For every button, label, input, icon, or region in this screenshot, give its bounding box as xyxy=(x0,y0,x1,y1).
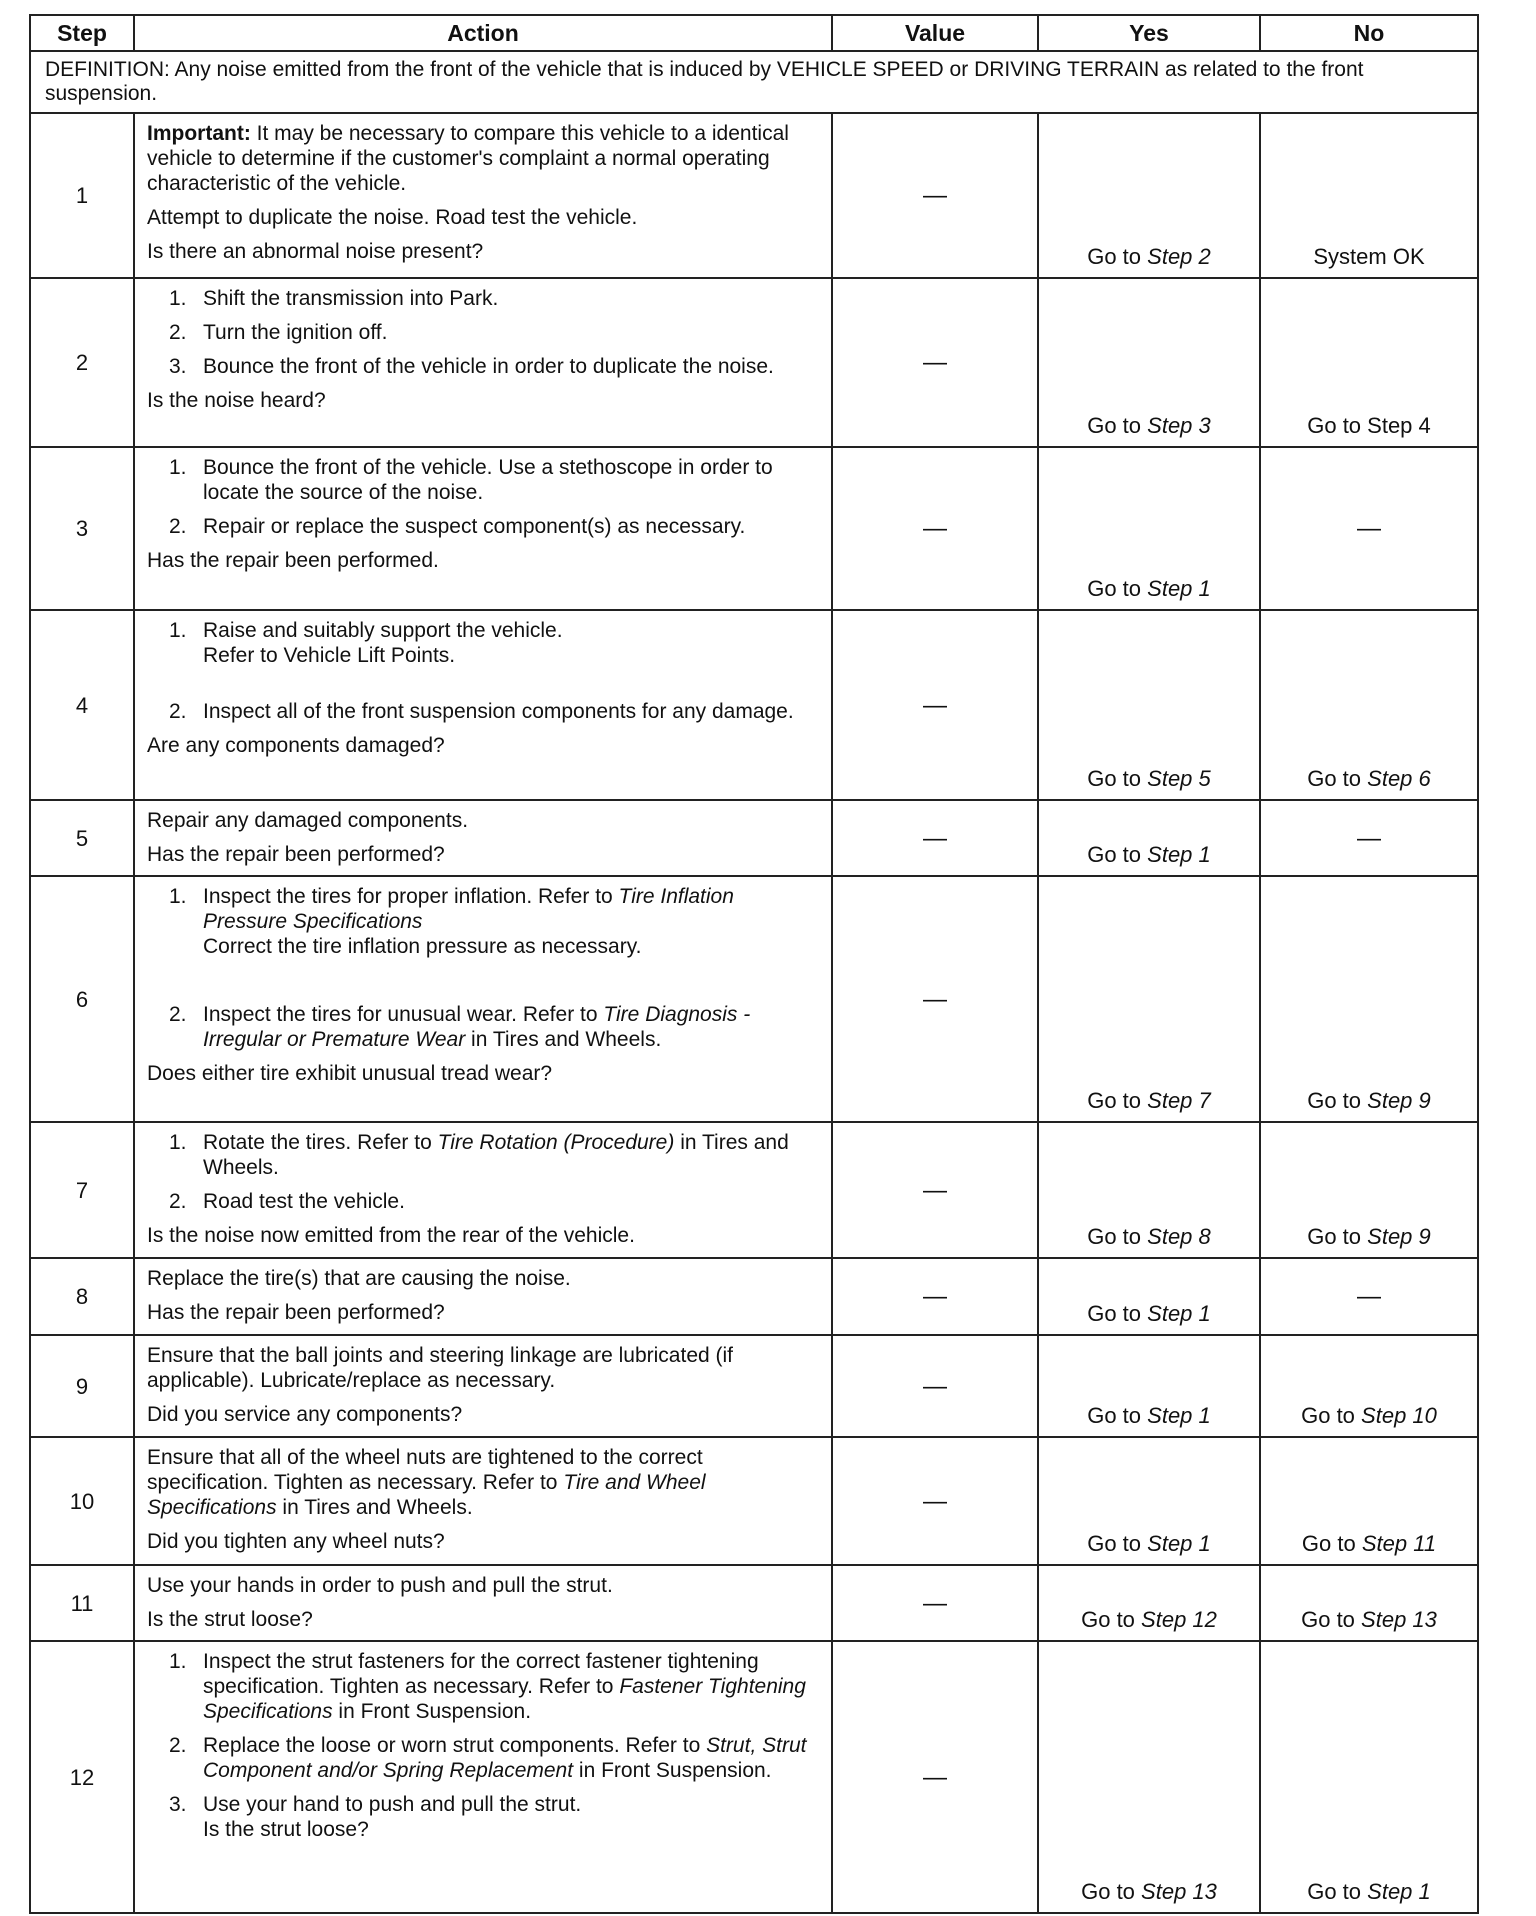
value-cell: — xyxy=(832,876,1038,1122)
header-row xyxy=(30,15,1478,51)
no-cell: Go to Step 9 xyxy=(1260,876,1478,1122)
yes-step-link[interactable]: Step 1 xyxy=(1147,1301,1211,1326)
list-item: 2. Repair or replace the suspect component(s) as necessary. xyxy=(169,515,746,538)
no-cell: Go to Step 13 xyxy=(1260,1565,1478,1641)
goto-label: Go to xyxy=(1087,244,1142,269)
list-item: 2. Inspect all of the front suspension components for any damage. xyxy=(169,700,794,723)
list-item: 2. Inspect the tires for unusual wear. Refer to Tire Diagnosis - Irregular or Premature Wear in Tires and Wheels. xyxy=(169,1003,751,1051)
action-cell xyxy=(134,1641,832,1913)
action-cell xyxy=(134,1437,832,1565)
list-item: 2. Replace the loose or worn strut components. Refer to Strut, Strut Component and/or Spring Replacement in Front Suspension. xyxy=(169,1734,807,1782)
no-cell: System OK xyxy=(1260,113,1478,278)
table-row xyxy=(30,113,1478,278)
value-cell: — xyxy=(832,1258,1038,1335)
yes-step-link[interactable]: Step 1 xyxy=(1147,1403,1211,1428)
action-text: Repair any damaged components. xyxy=(147,809,469,832)
reference-link[interactable]: Tire Rotation (Procedure) xyxy=(437,1131,675,1154)
no-step-link[interactable]: Step 6 xyxy=(1367,766,1431,791)
yes-step-link[interactable]: Step 2 xyxy=(1147,244,1211,269)
value-cell: — xyxy=(832,447,1038,610)
list-item: 1. Shift the transmission into Park. xyxy=(169,287,499,310)
no-cell: Go to Step 10 xyxy=(1260,1335,1478,1437)
value-cell: — xyxy=(832,1122,1038,1258)
diagnostic-table-page xyxy=(29,14,1477,1914)
yes-step-link[interactable]: Step 7 xyxy=(1147,1088,1211,1113)
list-item: 1. Inspect the strut fasteners for the correct fastener tightening specification. Tighten as necessary. Refer to Fastener Tightening Specifications in Front Suspension. xyxy=(169,1650,806,1723)
yes-cell: Go to Step 7 xyxy=(1038,876,1260,1122)
step-number: 8 xyxy=(30,1258,134,1335)
action-cell xyxy=(134,1258,832,1335)
no-cell: — xyxy=(1260,1258,1478,1335)
yes-cell: Go to Step 8 xyxy=(1038,1122,1260,1258)
action-question: Is the noise now emitted from the rear of the vehicle. xyxy=(147,1224,635,1247)
yes-cell: Go to Step 1 xyxy=(1038,1258,1260,1335)
value-cell: — xyxy=(832,610,1038,800)
action-question: Has the repair been performed? xyxy=(147,1301,445,1324)
no-step-link[interactable]: Step 11 xyxy=(1361,1531,1437,1556)
no-cell: — xyxy=(1260,447,1478,610)
list-item: 2. Road test the vehicle. xyxy=(169,1190,405,1213)
list-item: 1. Bounce the front of the vehicle. Use a stethoscope in order to locate the source of the noise. xyxy=(169,456,773,504)
reference-link[interactable]: Tire Diagnosis - Irregular or Premature Wear xyxy=(203,1003,751,1051)
no-cell: Go to Step 6 xyxy=(1260,610,1478,800)
value-cell: — xyxy=(832,1641,1038,1913)
action-question: Are any components damaged? xyxy=(147,734,445,757)
action-list xyxy=(147,1130,821,1214)
action-question: Did you service any components? xyxy=(147,1403,463,1426)
action-text: Ensure that the ball joints and steering linkage are lubricated (if applicable). Lubricate/replace as necessary. xyxy=(147,1344,734,1392)
table-row xyxy=(30,1641,1478,1913)
important-note xyxy=(147,121,821,196)
table-row xyxy=(30,800,1478,876)
no-step-link[interactable]: Step 9 xyxy=(1367,1088,1431,1113)
header-value: Value xyxy=(832,15,1038,51)
table-row xyxy=(30,1258,1478,1335)
value-cell: — xyxy=(832,800,1038,876)
step-number: 12 xyxy=(30,1641,134,1913)
reference-link[interactable]: Tire and Wheel Specifications xyxy=(147,1471,706,1519)
action-list xyxy=(147,618,821,724)
no-step-link[interactable]: Step 9 xyxy=(1367,1224,1431,1249)
step-number: 7 xyxy=(30,1122,134,1258)
action-list xyxy=(147,884,821,1052)
list-item: 2. Turn the ignition off. xyxy=(169,321,388,344)
action-cell xyxy=(134,876,832,1122)
yes-step-link[interactable]: Step 5 xyxy=(1147,766,1211,791)
yes-step-link[interactable]: Step 1 xyxy=(1147,842,1211,867)
header-no: No xyxy=(1260,15,1478,51)
action-list xyxy=(147,286,821,379)
step-number: 3 xyxy=(30,447,134,610)
yes-cell xyxy=(1038,113,1260,278)
yes-cell: Go to Step 3 xyxy=(1038,278,1260,447)
no-step-link[interactable]: Step 1 xyxy=(1367,1879,1431,1904)
value-cell: — xyxy=(832,1565,1038,1641)
definition-text: DEFINITION: Any noise emitted from the front of the vehicle that is induced by VEHICLE SPEED or DRIVING TERRAIN as related to the front suspension. xyxy=(30,51,1478,113)
action-question: Has the repair been performed? xyxy=(147,843,445,866)
action-text: Use your hands in order to push and pull the strut. xyxy=(147,1574,613,1597)
action-text: Attempt to duplicate the noise. Road test the vehicle. xyxy=(147,206,638,229)
step-number: 5 xyxy=(30,800,134,876)
definition-row xyxy=(30,51,1478,113)
value-cell: — xyxy=(832,278,1038,447)
header-action: Action xyxy=(134,15,832,51)
action-cell xyxy=(134,113,832,278)
yes-cell: Go to Step 12 xyxy=(1038,1565,1260,1641)
action-question: Is there an abnormal noise present? xyxy=(147,240,484,263)
no-cell: Go to Step 1 xyxy=(1260,1641,1478,1913)
yes-cell: Go to Step 1 xyxy=(1038,800,1260,876)
list-item: 3. Use your hand to push and pull the strut. Is the strut loose? xyxy=(169,1793,582,1841)
yes-step-link[interactable]: Step 8 xyxy=(1147,1224,1211,1249)
value-cell: — xyxy=(832,1335,1038,1437)
table-row xyxy=(30,447,1478,610)
action-question: Is the strut loose? xyxy=(203,1818,369,1841)
no-cell: Go to Step 11 xyxy=(1260,1437,1478,1565)
action-question: Is the strut loose? xyxy=(147,1608,313,1631)
yes-cell: Go to Step 13 xyxy=(1038,1641,1260,1913)
action-list xyxy=(147,455,821,539)
reference-link[interactable]: Fastener Tightening Specifications xyxy=(203,1675,806,1723)
list-item: 3. Bounce the front of the vehicle in order to duplicate the noise. xyxy=(169,355,774,378)
list-item: 1. Rotate the tires. Refer to Tire Rotation (Procedure) in Tires and Wheels. xyxy=(169,1131,789,1179)
action-cell xyxy=(134,1122,832,1258)
yes-step-link[interactable]: Step 1 xyxy=(1147,1531,1211,1556)
reference-link[interactable]: Tire Inflation Pressure Specifications xyxy=(203,885,734,933)
no-cell[interactable]: Go to Step 4 xyxy=(1260,278,1478,447)
no-step-link[interactable]: Step 13 xyxy=(1361,1607,1437,1632)
yes-step-link[interactable]: Step 13 xyxy=(1141,1879,1217,1904)
table-row xyxy=(30,610,1478,800)
list-item: 1. Raise and suitably support the vehicle. Refer to Vehicle Lift Points. xyxy=(169,619,563,667)
header-yes: Yes xyxy=(1038,15,1260,51)
table-row xyxy=(30,1437,1478,1565)
step-number: 9 xyxy=(30,1335,134,1437)
action-cell xyxy=(134,1335,832,1437)
yes-cell: Go to Step 1 xyxy=(1038,447,1260,610)
action-list xyxy=(147,1649,821,1842)
action-text: Ensure that all of the wheel nuts are tightened to the correct specification. Tighten as necessary. Refer to Tire and Wheel Specifications in Tires and Wheels. xyxy=(147,1446,706,1519)
action-question: Is the noise heard? xyxy=(147,389,326,412)
yes-step-link[interactable]: Step 12 xyxy=(1141,1607,1217,1632)
important-label: Important: xyxy=(147,122,251,145)
action-cell xyxy=(134,800,832,876)
yes-cell: Go to Step 5 xyxy=(1038,610,1260,800)
reference-link[interactable]: Strut, Strut Component and/or Spring Replacement xyxy=(203,1734,807,1782)
yes-cell: Go to Step 1 xyxy=(1038,1437,1260,1565)
no-step-link[interactable]: Step 10 xyxy=(1361,1403,1437,1428)
step-number: 4 xyxy=(30,610,134,800)
action-question: Does either tire exhibit unusual tread wear? xyxy=(147,1062,553,1085)
list-item: 1. Inspect the tires for proper inflation. Refer to Tire Inflation Pressure Specifications Correct the tire inflation pressure as necessary. xyxy=(169,885,734,958)
action-text: Replace the tire(s) that are causing the noise. xyxy=(147,1267,571,1290)
yes-step-link[interactable]: Step 3 xyxy=(1147,413,1211,438)
step-number: 2 xyxy=(30,278,134,447)
action-question: Has the repair been performed. xyxy=(147,549,439,572)
no-cell: Go to Step 9 xyxy=(1260,1122,1478,1258)
value-cell: — xyxy=(832,1437,1038,1565)
yes-step-link[interactable]: Step 1 xyxy=(1147,576,1211,601)
yes-cell: Go to Step 1 xyxy=(1038,1335,1260,1437)
action-cell xyxy=(134,278,832,447)
action-cell xyxy=(134,447,832,610)
step-number: 1 xyxy=(30,113,134,278)
header-step: Step xyxy=(30,15,134,51)
important-text: It may be necessary to compare this vehicle to a identical vehicle to determine if the customer's complaint a normal operating characteristic of the vehicle. xyxy=(147,122,789,195)
table-row xyxy=(30,1565,1478,1641)
no-cell: — xyxy=(1260,800,1478,876)
step-number: 10 xyxy=(30,1437,134,1565)
table-row xyxy=(30,1335,1478,1437)
step-number: 11 xyxy=(30,1565,134,1641)
step-number: 6 xyxy=(30,876,134,1122)
value-cell: — xyxy=(832,113,1038,278)
action-cell xyxy=(134,610,832,800)
table-row xyxy=(30,278,1478,447)
diagnostic-table xyxy=(29,14,1479,1914)
table-row xyxy=(30,876,1478,1122)
action-cell xyxy=(134,1565,832,1641)
table-row xyxy=(30,1122,1478,1258)
reference-text: Refer to Vehicle Lift Points. xyxy=(203,644,456,667)
action-question: Did you tighten any wheel nuts? xyxy=(147,1530,445,1553)
